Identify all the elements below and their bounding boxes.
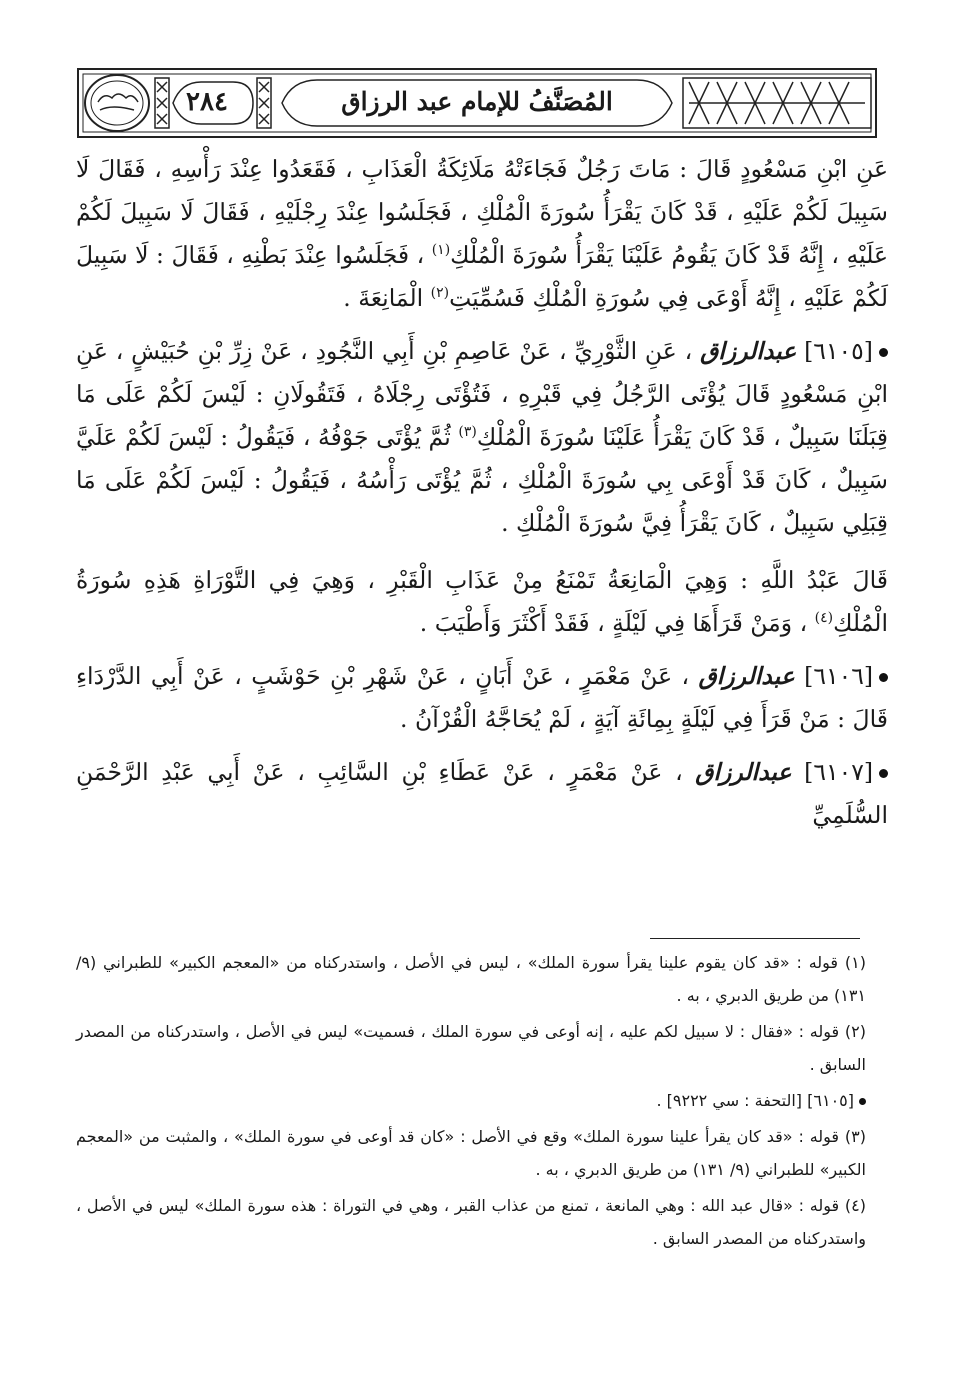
entry-author: عبدالرزاق (698, 662, 795, 690)
entry-text: ، عَنِ الثَّوْرِيِّ ، عَنْ عَاصِمِ بْنِ أَبِي النَّجُودِ ، عَنْ زِرِّ بْنِ حُبَيْشٍ ، عَنِ ابْنِ مَسْعُودٍ قَالَ يُؤْتَى الرَّجُلُ فِي قَبْرِهِ ، فَتُؤْتَى رِجْلَاهُ ، فَتَقُولَانِ : لَيْسَ لَكُمْ عَلَى مَا قِبَلَنَا سَبِيلٌ ، قَدْ كَانَ يَقْرَأُ عَلَيْنَا سُورَةَ الْمُلْكِ (76, 337, 888, 451)
entry-author: عبدالرزاق (695, 758, 792, 786)
entry-text: ، عَنْ مَعْمَرٍ ، عَنْ عَطَاءِ بْنِ السَّائِبِ ، عَنْ أَبِي عَبْدِ الرَّحْمَنِ السُّلَمِيِّ (76, 758, 888, 829)
footnote-6105 (76, 1084, 866, 1117)
paragraph-text: قَالَ عَبْدُ اللَّهِ : وَهِيَ الْمَانِعَةُ تَمْنَعُ مِنْ عَذَابِ الْقَبْرِ ، وَهِيَ فِي التَّوْرَاةِ هَذِهِ سُورَةُ الْمُلْكِ (76, 566, 888, 637)
hadith-entry-6107 (76, 751, 888, 837)
running-title: المُصَنَّفُ للإمام عبد الرزاق (341, 87, 613, 116)
page-header (77, 68, 877, 138)
footnote-divider (650, 938, 860, 939)
paragraph-text: ، وَمَنْ قَرَأَهَا فِي لَيْلَةٍ ، فَقَدْ أَكْثَرَ وَأَطْيَبَ . (419, 609, 808, 637)
footnote-ref: (١) (431, 242, 451, 259)
entry-number: [٦١٠٦] (804, 662, 873, 690)
footnote-ref: (٤) (814, 610, 834, 627)
entry-number: [٦١٠٧] (804, 758, 873, 786)
footnote-ref: (٣) (458, 424, 477, 441)
footnote-text: [٦١٠٥] [التحفة : سي ٩٢٢٢] . (656, 1091, 854, 1110)
entry-text: ، عَنْ مَعْمَرٍ ، عَنْ أَبَانٍ ، عَنْ شَهْرِ بْنِ حَوْشَبٍ ، عَنْ أَبِي الدَّرْدَاءِ قَالَ : مَنْ قَرَأَ فِي لَيْلَةٍ بِمِائَةِ آيَةٍ ، لَمْ يُحَاجَّهُ الْقُرْآنُ . (76, 662, 888, 733)
paragraph-continuation (76, 148, 888, 320)
entry-author: عبدالرزاق (700, 337, 797, 365)
footnote-4: (٤) قوله : «قال عبد الله : وهي المانعة ، تمنع من عذاب القبر ، وهي في التوراة : هذه سورة الملك» ليس في الأصل ، واستدركناه من المصدر السابق . (76, 1196, 866, 1248)
footnote-2: (٢) قوله : «فقال : لا سبيل لكم عليه ، إنه أوعى في سورة الملك ، فسميت» ليس في الأصل ، واستدركناه من المصدر السابق . (76, 1022, 866, 1074)
logo-seal (82, 72, 152, 134)
footnote-1: (١) قوله : «قد كان يقوم علينا يقرأ سورة الملك» ، ليس في الأصل ، واستدركناه من «المعجم الكبير» للطبراني (٩/ ١٣١) من طريق الدبري ، به . (76, 953, 866, 1005)
main-text (76, 148, 888, 847)
bullet-icon (859, 1098, 866, 1105)
paragraph-text: ، فَجَلَسُوا عِنْدَ بَطْنِهِ ، فَقَالَ : لَا سَبِيلَ لَكُمْ عَلَيْهِ ، إِنَّهُ أَوْعَى فِي سُورَةِ الْمُلْكِ فَسُمِّيَتِ (76, 241, 888, 312)
bullet-icon (879, 348, 888, 357)
bullet-icon (879, 769, 888, 778)
paragraph-text: عَنِ ابْنِ مَسْعُودٍ قَالَ : مَاتَ رَجُلٌ فَجَاءَتْهُ مَلَائِكَةُ الْعَذَابِ ، فَقَعَدُوا عِنْدَ رَأْسِهِ ، فَقَالَ لَا سَبِيلَ لَكُمْ عَلَيْهِ ، قَدْ كَانَ يَقْرَأُ سُورَةَ الْمُلْكِ ، فَجَلَسُوا عِنْدَ رِجْلَيْهِ ، فَقَالَ لَا سَبِيلَ لَكُمْ عَلَيْهِ ، إِنَّهُ قَدْ كَانَ يَقُومُ عَلَيْنَا يَقْرَأُ سُورَةَ الْمُلْكِ (76, 155, 888, 269)
hadith-entry-6106 (76, 655, 888, 741)
hadith-entry-6105 (76, 330, 888, 545)
entry-number: [٦١٠٥] (804, 337, 873, 365)
footnotes (76, 946, 866, 1258)
footnote-3: (٣) قوله : «قد كان يقرأ علينا سورة الملك» وقع في الأصل : «كان قد أوعى في سورة الملك» ، والمثبت من «المعجم الكبير» للطبراني (٩/ ١٣١) من طريق الدبري ، به . (76, 1127, 866, 1179)
page-number: ٢٨٤ (186, 87, 228, 117)
commentary-paragraph (76, 559, 888, 645)
footnote-ref: (٢) (430, 285, 450, 302)
bullet-icon (879, 673, 888, 682)
entry-text: ثُمَّ يُؤْتَى جَوْفُهُ ، فَيَقُولُ : لَيْسَ لَكُمْ عَلَيَّ سَبِيلٌ ، كَانَ قَدْ أَوْعَى بِي سُورَةَ الْمُلْكِ ، ثُمَّ يُؤْتَى رَأْسُهُ ، فَيَقُولُ : لَيْسَ لَكُمْ عَلَى مَا قِبَلِي سَبِيلٌ ، كَانَ يَقْرَأُ فِيَّ سُورَةَ الْمُلْكِ . (76, 423, 888, 537)
paragraph-text: الْمَانِعَةَ . (343, 284, 424, 312)
